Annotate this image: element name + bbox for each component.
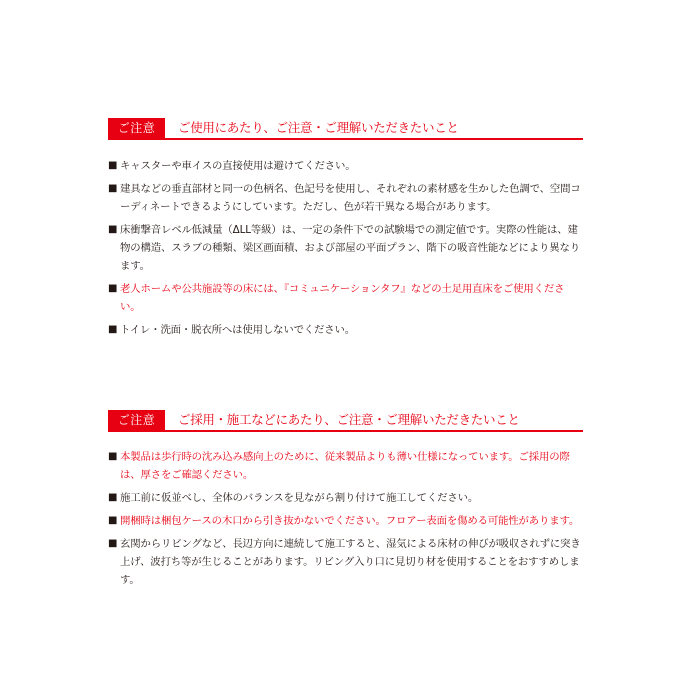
notice-item-warning — [108, 280, 583, 316]
notice-list — [108, 448, 583, 589]
square-bullet-icon: ■ — [108, 224, 118, 235]
notice-section-installation — [108, 410, 583, 589]
notice-text: 床衝撃音レベル低減量（ΔLL等級）は、一定の条件下での試験場での測定値です。実際の性能は、建物の構造、スラブの種類、梁区画面積、および部屋の平面プラン、階下の吸音性能などにより異なります。 — [120, 224, 580, 272]
notice-text: 玄関からリビングなど、長辺方向に連続して施工すると、湿気による床材の伸びが吸収されずに突き上げ、波打ち等が生じることがあります。リビング入り口に見切り材を使用することをおすすめします。 — [120, 538, 581, 586]
square-bullet-icon: ■ — [108, 451, 118, 462]
notice-text: 施工前に仮並べし、全体のバランスを見ながら割り付けて施工してください。 — [120, 492, 479, 504]
section-header — [108, 118, 583, 140]
notice-section-usage — [108, 118, 583, 339]
square-bullet-icon: ■ — [108, 183, 118, 194]
notice-text: トイレ・洗面・脱衣所へは使用しないでください。 — [120, 324, 356, 336]
square-bullet-icon: ■ — [108, 160, 118, 171]
notice-text: 老人ホームや公共施設等の床には、『コミュニケーションタフ』などの土足用直床をご使用ください。 — [120, 283, 565, 313]
section-header — [108, 410, 583, 432]
notice-item-warning — [108, 512, 583, 530]
notice-item — [108, 157, 583, 175]
notice-item-warning — [108, 448, 583, 484]
square-bullet-icon: ■ — [108, 324, 118, 335]
notice-text: 開梱時は梱包ケースの木口から引き抜かないでください。フロアー表面を傷める可能性があります。 — [120, 515, 580, 527]
section-title: ご使用にあたり、ご注意・ご理解いただきたいこと — [178, 120, 459, 135]
notice-item — [108, 321, 583, 339]
notice-tag: ご注意 — [108, 410, 165, 430]
notice-text: キャスターや車イスの直接使用は避けてください。 — [120, 160, 356, 172]
square-bullet-icon: ■ — [108, 538, 118, 549]
square-bullet-icon: ■ — [108, 515, 118, 526]
square-bullet-icon: ■ — [108, 283, 118, 294]
notice-list — [108, 157, 583, 339]
notice-tag: ご注意 — [108, 118, 165, 138]
notice-item — [108, 180, 583, 216]
notice-item — [108, 489, 583, 507]
section-title: ご採用・施工などにあたり、ご注意・ご理解いただきたいこと — [178, 412, 520, 427]
notice-text: 建具などの垂直部材と同一の色柄名、色記号を使用し、それぞれの素材感を生かした色調で、空間コーディネートできるようにしています。ただし、色が若干異なる場合があります。 — [120, 183, 581, 213]
notice-item — [108, 535, 583, 589]
square-bullet-icon: ■ — [108, 492, 118, 503]
notice-item — [108, 221, 583, 275]
notice-text: 本製品は歩行時の沈み込み感向上のために、従来製品よりも薄い仕様になっています。ご採用の際は、厚さをご確認ください。 — [120, 451, 570, 481]
